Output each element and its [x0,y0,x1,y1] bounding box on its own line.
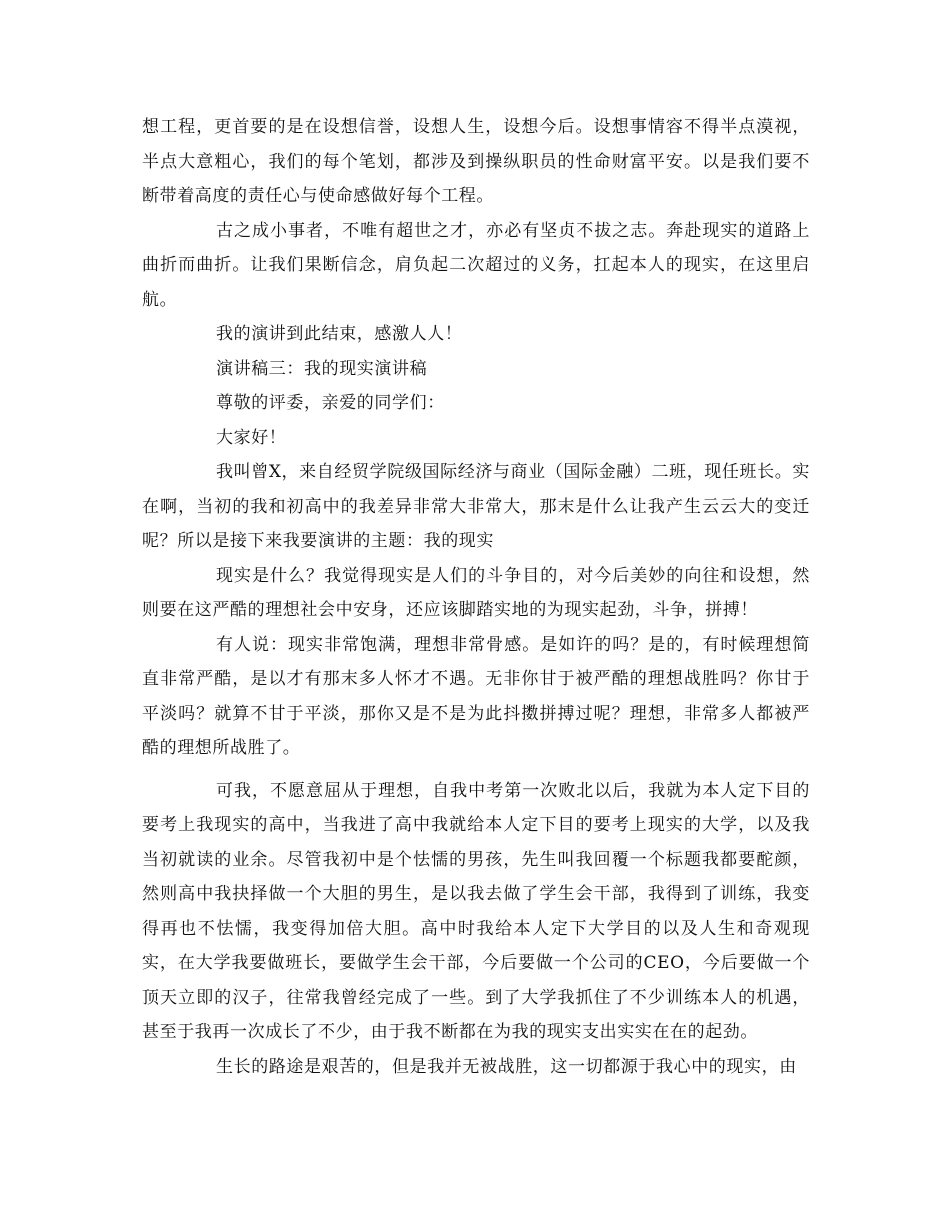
paragraph-growth: 生长的路途是艰苦的，但是我并无被战胜，这一切都源于我心中的现实，由 [216,1056,797,1077]
paragraph-resolve: 古之成小事者，不唯有超世之才，亦必有坚贞不拔之志。奔赴现实的道路上曲折而曲折。让我们果断信念，肩负起二次超过的义务，扛起本人的现实，在这里启航。 [142,220,810,310]
paragraph-closing: 我的演讲到此结束，感激人人！ [216,324,463,344]
paragraph-continuation: 想工程，更首要的是在设想信誉，设想人生，设想今后。设想事情容不得半点漠视，半点大意粗心，我们的每个笔划，都涉及到操纵职员的性命财富平安。以是我们要不断带着高度的责任心与使命感做好每个工程。 [142,117,810,206]
paragraph-introduction: 我叫曾X，来自经贸学院级国际经济与商业（国际金融）二班，现任班长。实在啊，当初的我和初高中的我差异非常大非常大，那末是什么让我产生云云大的变迁呢？所以是接下来我要演讲的主题：我的现实 [142,462,810,551]
document-body [142,110,810,1084]
paragraph-experience: 可我，不愿意屈从于理想，自我中考第一次败北以后，我就为本人定下目的要考上我现实的高中，当我进了高中我就给本人定下目的要考上现实的大学，以及我当初就读的业余。尽管我初中是个怯懦的男孩，先生叫我回覆一个标题我都要酡颜，然则高中我抉择做一个大胆的男生，是以我去做了学生会干部，我得到了训练，我变得再也不怯懦，我变得加倍大胆。高中时我给本人定下大学目的以及人生和奇观现实，在大学我要做班长，要做学生会干部，今后要做一个公司的CEO，今后要做一个顶天立即的汉子，往常我曾经完成了一些。到了大学我抓住了不少训练本人的机遇，甚至于我再一次成长了不少，由于我不断都在为我的现实支出实实在在的起劲。 [142,780,810,1042]
speech-title: 演讲稿三：我的现实演讲稿 [216,358,428,379]
paragraph-reality: 有人说：现实非常饱满，理想非常骨感。是如许的吗？是的，有时候理想简直非常严酷，是以才有那末多人怀才不遇。无非你甘于被严酷的理想战胜吗？你甘于平淡吗？就算不甘于平淡，那你又是不是为此抖擞拼搏过呢？理想，非常多人都被严酷的理想所战胜了。 [142,634,810,758]
salutation: 尊敬的评委，亲爱的同学们： [216,393,445,413]
paragraph-definition: 现实是什么？我觉得现实是人们的斗争目的，对今后美妙的向往和设想，然则要在这严酷的理想社会中安身，还应该脚踏实地的为现实起劲，斗争，拼搏！ [142,565,810,620]
greeting: 大家好！ [216,427,287,448]
